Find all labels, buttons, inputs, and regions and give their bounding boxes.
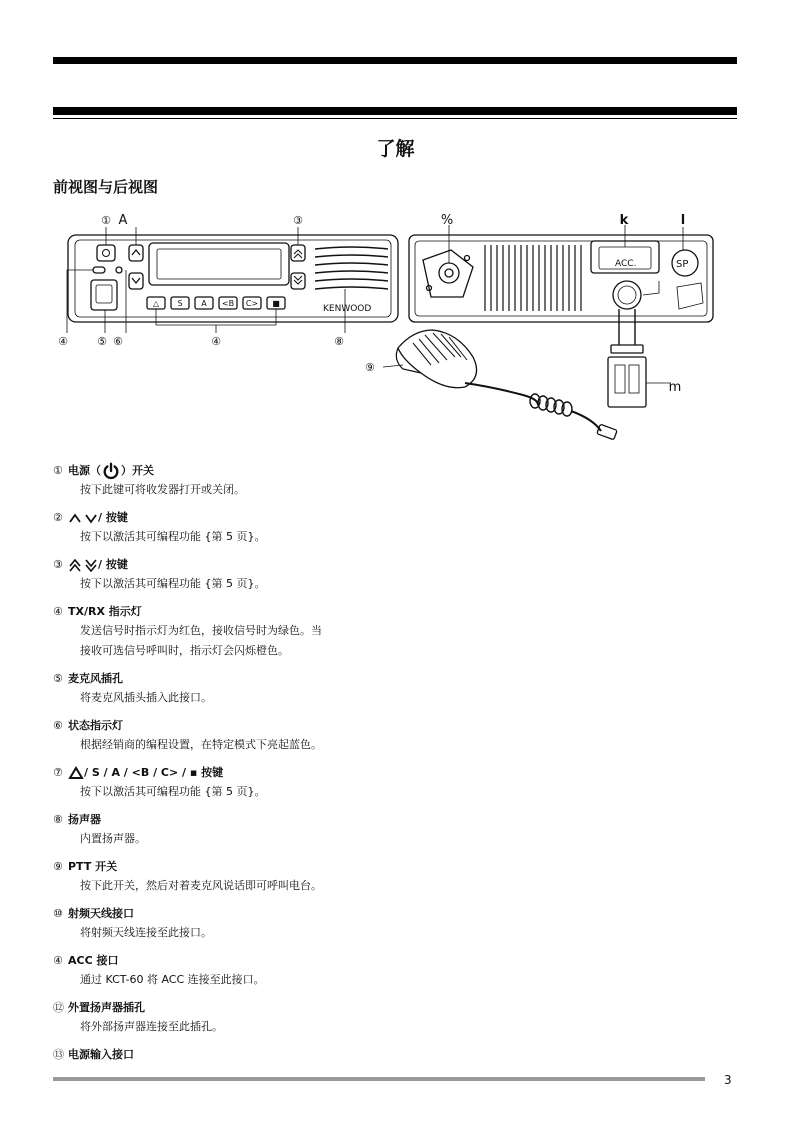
- item-desc: 将外部扬声器连接至此插孔。: [80, 1020, 223, 1033]
- list-item: [53, 764, 733, 811]
- item-number: ⑥: [53, 719, 63, 732]
- list-item: [53, 1046, 733, 1068]
- item-title: ACC 接口: [68, 954, 119, 967]
- heatsink-fins: [485, 245, 581, 311]
- item-desc: 按下以激活其可编程功能 {第 5 页}。: [80, 530, 266, 543]
- item-title: TX/RX 指示灯: [68, 605, 142, 618]
- txrx-led: [93, 267, 105, 273]
- page-number: 3: [724, 1073, 732, 1087]
- callout-1: ①: [101, 214, 111, 227]
- callout-5: ⑤: [97, 335, 107, 348]
- rear-panel: [409, 235, 713, 322]
- callout-9: ⑨: [365, 361, 375, 374]
- item-number: ⑧: [53, 813, 63, 826]
- item-number: ④: [53, 605, 63, 618]
- antenna-connector: [439, 263, 459, 283]
- speaker-grille: [315, 247, 388, 289]
- item-number: ⑤: [53, 672, 63, 685]
- mic-plug: [597, 424, 617, 440]
- item-desc: 将麦克风插头插入此接口。: [80, 691, 212, 704]
- list-item: [53, 462, 733, 509]
- item-number: ⑨: [53, 860, 63, 873]
- list-item: [53, 509, 733, 556]
- list-item: [53, 603, 733, 670]
- item-number: ①: [53, 464, 63, 477]
- microphone: [396, 330, 476, 388]
- callout-sp: l: [680, 213, 686, 228]
- item-desc: 将射频天线连接至此接口。: [80, 926, 212, 939]
- callout-6: ⑥: [113, 335, 123, 348]
- item-title: 电源输入接口: [68, 1048, 134, 1061]
- list-item: [53, 556, 733, 603]
- item-title: 外置扬声器插孔: [68, 1001, 145, 1014]
- sp-label: SP: [676, 259, 689, 270]
- header-rule-top: [53, 57, 737, 64]
- page-title: 了解: [376, 138, 415, 160]
- section-title: 前视图与后视图: [53, 178, 159, 196]
- item-title: / 按键: [98, 511, 128, 524]
- component-list: [53, 462, 733, 1068]
- transceiver-diagram: [53, 205, 733, 465]
- function-keys: [147, 297, 285, 309]
- item-number: ⑫: [53, 1001, 64, 1014]
- callout-4-left: ④: [58, 335, 68, 348]
- down-button: [129, 273, 143, 289]
- item-title-suffix: ）开关: [121, 464, 154, 477]
- brand-label: KENWOOD: [323, 304, 372, 314]
- key-a-label: A: [201, 299, 207, 308]
- item-title: PTT 开关: [68, 860, 118, 873]
- item-desc: 按下以激活其可编程功能 {第 5 页}。: [80, 785, 266, 798]
- item-desc: 按下此开关，然后对着麦克风说话即可呼叫电台。: [80, 879, 322, 892]
- item-title: / S / A / <B / C> / ▪ 按键: [84, 766, 224, 779]
- header-rule-thick: [53, 107, 737, 115]
- callout-8: ⑧: [334, 335, 344, 348]
- item-title: / 按键: [98, 558, 128, 571]
- power-button: [97, 245, 115, 261]
- key-s-label: S: [177, 299, 183, 308]
- status-led: [116, 267, 122, 273]
- double-up-down-icon: [68, 558, 98, 572]
- list-item: [53, 952, 733, 999]
- callout-4-bottom: ④: [211, 335, 221, 348]
- key-b-label: <B: [221, 299, 235, 308]
- power-plug: [608, 357, 646, 407]
- list-item: [53, 905, 733, 952]
- key-triangle-label: △: [152, 299, 160, 308]
- item-desc: 内置扬声器。: [80, 832, 146, 845]
- item-number: ⑬: [53, 1048, 64, 1061]
- item-desc: 根据经销商的编程设置，在特定模式下亮起蓝色。: [80, 738, 322, 751]
- list-item: [53, 717, 733, 764]
- item-title: 麦克风插孔: [68, 672, 123, 685]
- callout-power: m: [668, 380, 682, 395]
- item-number: ⑩: [53, 907, 63, 920]
- item-desc: 发送信号时指示灯为红色，接收信号时为绿色。当: [80, 624, 322, 637]
- footer-rule: [53, 1077, 705, 1081]
- item-title: 射频天线接口: [68, 907, 134, 920]
- double-down-button: [291, 273, 305, 289]
- acc-label: ACC.: [615, 259, 637, 269]
- item-title: 状态指示灯: [68, 719, 123, 732]
- item-desc: 按下此键可将收发器打开或关闭。: [80, 483, 245, 496]
- list-item: [53, 670, 733, 717]
- up-down-icon: [68, 511, 98, 525]
- triangle-icon: [68, 766, 84, 780]
- header-rule-thin: [53, 118, 737, 119]
- mic-jack: [91, 280, 117, 310]
- item-number: ②: [53, 511, 63, 524]
- callout-antenna: %: [440, 213, 454, 228]
- item-desc: 通过 KCT-60 将 ACC 连接至此接口。: [80, 973, 265, 986]
- callout-acc: k: [619, 213, 629, 228]
- double-up-button: [291, 245, 305, 261]
- item-number: ④: [53, 954, 63, 967]
- coiled-cord: [530, 394, 572, 416]
- power-input-socket: [613, 281, 641, 309]
- callout-a: A: [118, 213, 128, 228]
- list-item: [53, 858, 733, 905]
- item-number: ③: [53, 558, 63, 571]
- list-item: [53, 999, 733, 1046]
- power-icon: [102, 462, 120, 480]
- item-desc: 按下以激活其可编程功能 {第 5 页}。: [80, 577, 266, 590]
- item-title: 扬声器: [68, 813, 101, 826]
- up-button: [129, 245, 143, 261]
- item-number: ⑦: [53, 766, 63, 779]
- list-item: [53, 811, 733, 858]
- item-desc: 接收可选信号呼叫时，指示灯会闪烁橙色。: [80, 644, 289, 657]
- item-title: 电源（: [68, 464, 101, 477]
- callout-3: ③: [293, 214, 303, 227]
- key-square-label: ■: [272, 299, 280, 308]
- key-c-label: C>: [245, 299, 259, 308]
